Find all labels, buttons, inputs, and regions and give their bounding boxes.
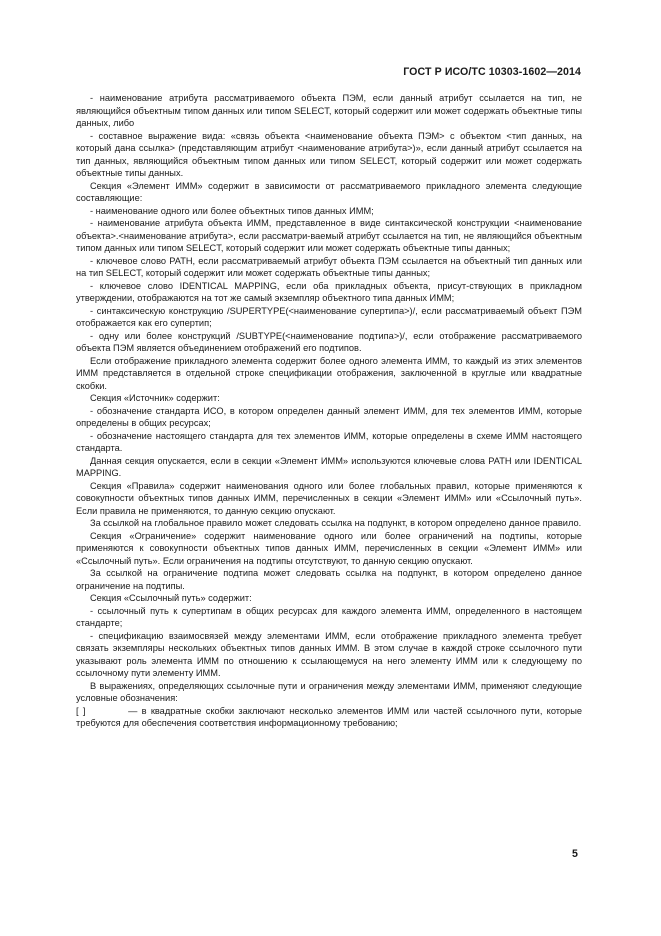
paragraph: - ключевое слово IDENTICAL MAPPING, если оба прикладных объекта, присут-ствующих в прикладном утверждении, отображаются на тот же самый экземпляр объектного типа данных ИММ; (76, 280, 582, 303)
paragraph: Данная секция опускается, если в секции «Элемент ИММ» используются ключевые слова PATH или IDENTICAL MAPPING. (76, 455, 582, 478)
document-header: ГОСТ Р ИСО/ТС 10303-1602—2014 (403, 66, 581, 78)
paragraph: Если отображение прикладного элемента содержит более одного элемента ИММ, то каждый из этих элементов ИММ представляется в отдельной строке спецификации отображения, заключенной в круглые или квадратные скобки. (76, 355, 582, 391)
paragraph: За ссылкой на ограничение подтипа может следовать ссылка на подпункт, в котором определено данное ограничение на подтипы. (76, 568, 582, 591)
paragraph: Секция «Правила» содержит наименования одного или более глобальных правил, которые применяются к совокупности объектных типов данных ИММ, перечисленных в секции «Элемент ИММ» или «Ссылочный путь». Если правила не применяются, то данную секцию опускают. (76, 480, 582, 516)
paragraph: В выражениях, определяющих ссылочные пути и ограничения между элементами ИММ, применяют следующие условные обозначения: (76, 680, 582, 703)
page-number: 5 (572, 848, 578, 860)
paragraph: - ссылочный путь к супертипам в общих ресурсах для каждого элемента ИММ, определенного в настоящем стандарте; (76, 605, 582, 628)
paragraph: - наименование атрибута рассматриваемого объекта ПЭМ, если данный атрибут ссылается на тип, не являющийся объектным типом данных или типом SELECT, который содержит или может содержать объектные типы данных, либо (76, 93, 582, 128)
paragraph: Секция «Ссылочный путь» содержит: (90, 593, 252, 603)
paragraph: - наименование одного или более объектных типов данных ИММ; (90, 205, 374, 216)
paragraph: За ссылкой на глобальное правило может следовать ссылка на подпункт, в котором определено данное правило. (90, 518, 582, 528)
paragraph: - наименование атрибута объекта ИММ, представленное в виде синтаксической конструкции <наименование объекта>.<наименование атрибута>, если рассматри-ваемый атрибут ссылается на тип, не являющийся объектным типом данных или типом SELECT, который содержит или может содержать объектные типы данных; (76, 218, 582, 253)
paragraph: - одну или более конструкций /SUBTYPE(<наименование подтипа>)/, если отображение рассматриваемого объекта ПЭМ является объединением отображений его подтипов. (76, 330, 582, 353)
paragraph: - обозначение стандарта ИСО, в котором определен данный элемент ИММ, для тех элементов ИММ, которые определены в общих ресурсах; (76, 405, 582, 428)
paragraph: - составное выражение вида: «связь объекта <наименование объекта ПЭМ> с объектом <тип данных, на который дана ссылка> (представляющим атрибут <наименование атрибута>)», если данный атрибут ссылается на тип данных, являющийся объектным типом данных или типом SELECT, который содержит или может содержать объектные типы данных. (76, 130, 582, 178)
paragraph: Секция «Элемент ИММ» содержит в зависимости от рассматриваемого прикладного элемента следующие составляющие: (76, 180, 582, 203)
paragraph: Секция «Ограничение» содержит наименование одного или более ограничений на подтипы, которые применяются к совокупности объектных типов данных ИММ, перечисленных в секции «Элемент ИММ» или «Ссылочный путь». Если ограничения на подтипы отсутствуют, то данную секцию опускают. (76, 530, 582, 566)
paragraph: - спецификацию взаимосвязей между элементами ИММ, если отображение прикладного элемента требует связать экземпляры нескольких объектных типов данных ИММ. В этом случае в каждой строке ссылочного пути указывают роль элемента ИММ по отношению к ссылающемуся на него элементу ИММ или к следующему по ссылочному пути элементу ИММ. (76, 630, 582, 678)
paragraph: - обозначение настоящего стандарта для тех элементов ИММ, которые определены в схеме ИММ настоящего стандарта. (76, 430, 582, 453)
paragraph: - ключевое слово PATH, если рассматриваемый атрибут объекта ПЭМ ссылается на объектный тип данных или на тип SELECT, который содержит или может содержать объектные типы данных; (76, 255, 582, 278)
paragraph: Секция «Источник» содержит: (90, 393, 220, 403)
paragraph: - синтаксическую конструкцию /SUPERTYPE(<наименование супертипа>)/, если рассматриваемый объект ПЭМ отображается как его супертип; (76, 305, 582, 328)
body-text (76, 92, 585, 730)
paragraph: [ ] — в квадратные скобки заключают несколько элементов ИММ или частей ссылочного пути, которые требуются для обеспечения соответствия информационному требованию; (76, 705, 585, 728)
